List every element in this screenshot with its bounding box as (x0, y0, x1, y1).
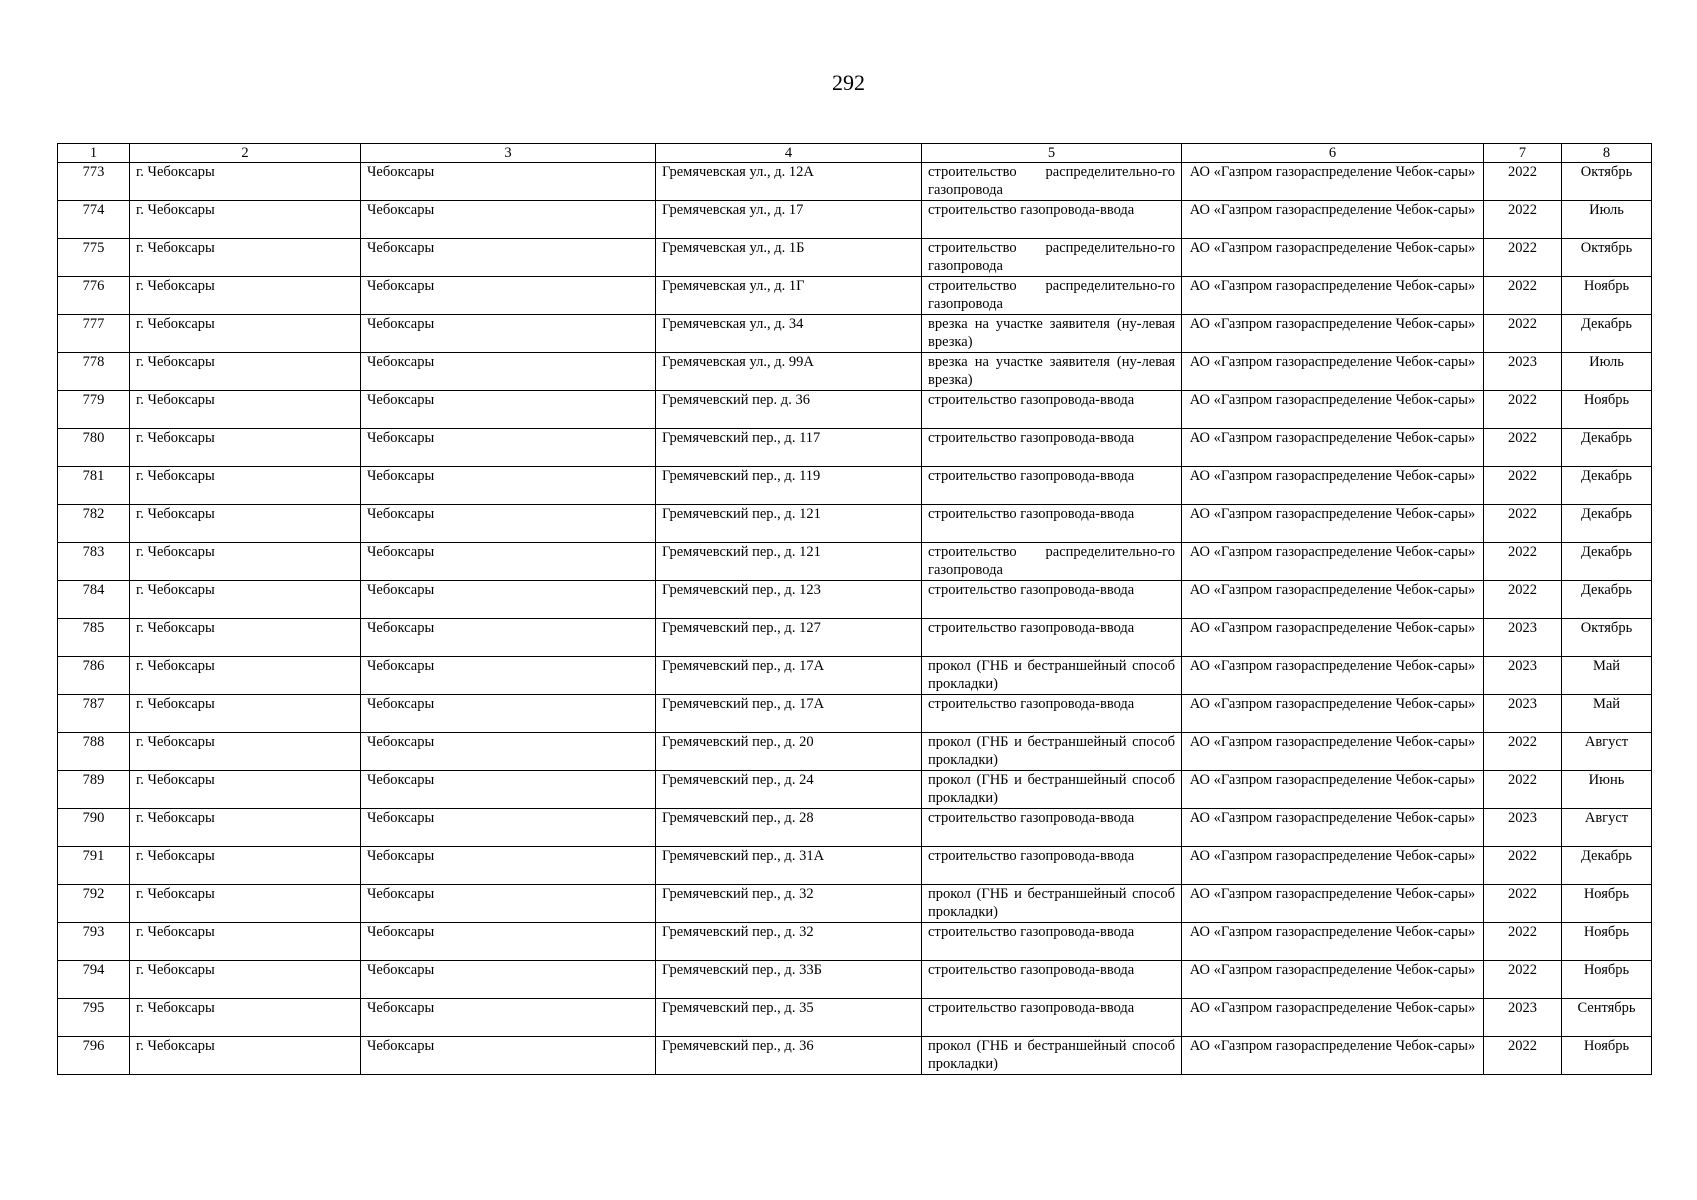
work-type-cell: строительство газопровода-ввода (922, 695, 1182, 733)
table-row (58, 163, 1652, 201)
city-cell: г. Чебоксары (130, 391, 361, 429)
month-cell: Май (1562, 695, 1652, 733)
city-cell: г. Чебоксары (130, 771, 361, 809)
city-cell: г. Чебоксары (130, 201, 361, 239)
row-number: 792 (58, 885, 130, 923)
table-row (58, 391, 1652, 429)
locality-cell: Чебоксары (361, 163, 656, 201)
year-cell: 2023 (1484, 657, 1562, 695)
organization-cell: АО «Газпром газораспределение Чебок-сары» (1182, 467, 1484, 505)
work-type-cell: строительство распределительно-го газопровода (922, 163, 1182, 201)
address-cell: Гремячевский пер., д. 32 (656, 885, 922, 923)
month-cell: Декабрь (1562, 467, 1652, 505)
address-cell: Гремячевский пер., д. 119 (656, 467, 922, 505)
address-cell: Гремячевский пер. д. 36 (656, 391, 922, 429)
city-cell: г. Чебоксары (130, 619, 361, 657)
month-cell: Декабрь (1562, 581, 1652, 619)
city-cell: г. Чебоксары (130, 429, 361, 467)
organization-cell: АО «Газпром газораспределение Чебок-сары» (1182, 885, 1484, 923)
address-cell: Гремячевский пер., д. 28 (656, 809, 922, 847)
work-type-cell: строительство газопровода-ввода (922, 961, 1182, 999)
organization-cell: АО «Газпром газораспределение Чебок-сары» (1182, 277, 1484, 315)
column-header: 8 (1562, 144, 1652, 163)
work-type-cell: прокол (ГНБ и бестраншейный способ прокладки) (922, 733, 1182, 771)
table-row (58, 429, 1652, 467)
locality-cell: Чебоксары (361, 239, 656, 277)
month-cell: Ноябрь (1562, 1037, 1652, 1075)
address-cell: Гремячевская ул., д. 17 (656, 201, 922, 239)
row-number: 786 (58, 657, 130, 695)
row-number: 782 (58, 505, 130, 543)
locality-cell: Чебоксары (361, 1037, 656, 1075)
work-type-cell: строительство газопровода-ввода (922, 505, 1182, 543)
city-cell: г. Чебоксары (130, 543, 361, 581)
organization-cell: АО «Газпром газораспределение Чебок-сары» (1182, 391, 1484, 429)
row-number: 793 (58, 923, 130, 961)
year-cell: 2022 (1484, 467, 1562, 505)
organization-cell: АО «Газпром газораспределение Чебок-сары» (1182, 809, 1484, 847)
year-cell: 2022 (1484, 277, 1562, 315)
month-cell: Июль (1562, 201, 1652, 239)
table-body (58, 163, 1652, 1075)
column-header: 1 (58, 144, 130, 163)
table-row (58, 619, 1652, 657)
city-cell: г. Чебоксары (130, 961, 361, 999)
year-cell: 2023 (1484, 353, 1562, 391)
work-type-cell: врезка на участке заявителя (ну-левая врезка) (922, 353, 1182, 391)
city-cell: г. Чебоксары (130, 999, 361, 1037)
locality-cell: Чебоксары (361, 201, 656, 239)
year-cell: 2022 (1484, 201, 1562, 239)
organization-cell: АО «Газпром газораспределение Чебок-сары» (1182, 695, 1484, 733)
column-header: 6 (1182, 144, 1484, 163)
locality-cell: Чебоксары (361, 467, 656, 505)
row-number: 791 (58, 847, 130, 885)
organization-cell: АО «Газпром газораспределение Чебок-сары» (1182, 961, 1484, 999)
row-number: 788 (58, 733, 130, 771)
address-cell: Гремячевский пер., д. 33Б (656, 961, 922, 999)
address-cell: Гремячевский пер., д. 121 (656, 505, 922, 543)
organization-cell: АО «Газпром газораспределение Чебок-сары» (1182, 315, 1484, 353)
row-number: 780 (58, 429, 130, 467)
city-cell: г. Чебоксары (130, 581, 361, 619)
work-type-cell: строительство газопровода-ввода (922, 201, 1182, 239)
table-row (58, 353, 1652, 391)
month-cell: Декабрь (1562, 505, 1652, 543)
row-number: 785 (58, 619, 130, 657)
work-type-cell: строительство распределительно-го газопровода (922, 543, 1182, 581)
year-cell: 2022 (1484, 239, 1562, 277)
month-cell: Август (1562, 733, 1652, 771)
row-number: 778 (58, 353, 130, 391)
organization-cell: АО «Газпром газораспределение Чебок-сары» (1182, 1037, 1484, 1075)
city-cell: г. Чебоксары (130, 467, 361, 505)
city-cell: г. Чебоксары (130, 1037, 361, 1075)
year-cell: 2022 (1484, 1037, 1562, 1075)
year-cell: 2022 (1484, 923, 1562, 961)
city-cell: г. Чебоксары (130, 163, 361, 201)
organization-cell: АО «Газпром газораспределение Чебок-сары» (1182, 733, 1484, 771)
locality-cell: Чебоксары (361, 771, 656, 809)
address-cell: Гремячевский пер., д. 127 (656, 619, 922, 657)
city-cell: г. Чебоксары (130, 847, 361, 885)
month-cell: Ноябрь (1562, 885, 1652, 923)
work-type-cell: строительство газопровода-ввода (922, 391, 1182, 429)
locality-cell: Чебоксары (361, 885, 656, 923)
address-cell: Гремячевский пер., д. 36 (656, 1037, 922, 1075)
locality-cell: Чебоксары (361, 847, 656, 885)
locality-cell: Чебоксары (361, 429, 656, 467)
year-cell: 2023 (1484, 809, 1562, 847)
year-cell: 2022 (1484, 961, 1562, 999)
row-number: 777 (58, 315, 130, 353)
row-number: 783 (58, 543, 130, 581)
address-cell: Гремячевский пер., д. 117 (656, 429, 922, 467)
organization-cell: АО «Газпром газораспределение Чебок-сары» (1182, 771, 1484, 809)
work-type-cell: прокол (ГНБ и бестраншейный способ прокладки) (922, 771, 1182, 809)
table-row (58, 923, 1652, 961)
row-number: 781 (58, 467, 130, 505)
table-row (58, 277, 1652, 315)
table-row (58, 315, 1652, 353)
month-cell: Октябрь (1562, 239, 1652, 277)
table-row (58, 657, 1652, 695)
work-type-cell: строительство распределительно-го газопровода (922, 277, 1182, 315)
column-header: 4 (656, 144, 922, 163)
page-number: 292 (832, 70, 865, 95)
organization-cell: АО «Газпром газораспределение Чебок-сары» (1182, 657, 1484, 695)
month-cell: Декабрь (1562, 847, 1652, 885)
address-cell: Гремячевский пер., д. 123 (656, 581, 922, 619)
year-cell: 2022 (1484, 315, 1562, 353)
organization-cell: АО «Газпром газораспределение Чебок-сары» (1182, 505, 1484, 543)
city-cell: г. Чебоксары (130, 239, 361, 277)
month-cell: Май (1562, 657, 1652, 695)
month-cell: Октябрь (1562, 163, 1652, 201)
year-cell: 2023 (1484, 695, 1562, 733)
year-cell: 2023 (1484, 619, 1562, 657)
work-type-cell: строительство газопровода-ввода (922, 429, 1182, 467)
row-number: 794 (58, 961, 130, 999)
month-cell: Ноябрь (1562, 391, 1652, 429)
year-cell: 2022 (1484, 163, 1562, 201)
column-header: 5 (922, 144, 1182, 163)
address-cell: Гремячевский пер., д. 24 (656, 771, 922, 809)
table-row (58, 505, 1652, 543)
row-number: 773 (58, 163, 130, 201)
work-type-cell: строительство газопровода-ввода (922, 809, 1182, 847)
year-cell: 2022 (1484, 391, 1562, 429)
locality-cell: Чебоксары (361, 505, 656, 543)
column-header: 2 (130, 144, 361, 163)
organization-cell: АО «Газпром газораспределение Чебок-сары» (1182, 543, 1484, 581)
table-row (58, 771, 1652, 809)
row-number: 790 (58, 809, 130, 847)
address-cell: Гремячевская ул., д. 1Г (656, 277, 922, 315)
locality-cell: Чебоксары (361, 581, 656, 619)
table-row (58, 581, 1652, 619)
organization-cell: АО «Газпром газораспределение Чебок-сары» (1182, 923, 1484, 961)
month-cell: Ноябрь (1562, 923, 1652, 961)
month-cell: Июнь (1562, 771, 1652, 809)
locality-cell: Чебоксары (361, 315, 656, 353)
city-cell: г. Чебоксары (130, 809, 361, 847)
work-type-cell: строительство газопровода-ввода (922, 467, 1182, 505)
table-row (58, 961, 1652, 999)
address-cell: Гремячевский пер., д. 17А (656, 657, 922, 695)
work-type-cell: строительство газопровода-ввода (922, 581, 1182, 619)
row-number: 774 (58, 201, 130, 239)
table-row (58, 467, 1652, 505)
work-type-cell: строительство газопровода-ввода (922, 619, 1182, 657)
address-cell: Гремячевский пер., д. 35 (656, 999, 922, 1037)
table-row (58, 201, 1652, 239)
year-cell: 2022 (1484, 505, 1562, 543)
locality-cell: Чебоксары (361, 543, 656, 581)
work-type-cell: строительство газопровода-ввода (922, 923, 1182, 961)
table-row (58, 885, 1652, 923)
row-number: 776 (58, 277, 130, 315)
locality-cell: Чебоксары (361, 923, 656, 961)
city-cell: г. Чебоксары (130, 733, 361, 771)
gasification-table (57, 143, 1652, 1075)
city-cell: г. Чебоксары (130, 277, 361, 315)
address-cell: Гремячевский пер., д. 31А (656, 847, 922, 885)
locality-cell: Чебоксары (361, 277, 656, 315)
organization-cell: АО «Газпром газораспределение Чебок-сары» (1182, 163, 1484, 201)
row-number: 789 (58, 771, 130, 809)
organization-cell: АО «Газпром газораспределение Чебок-сары» (1182, 353, 1484, 391)
month-cell: Декабрь (1562, 315, 1652, 353)
work-type-cell: прокол (ГНБ и бестраншейный способ прокладки) (922, 885, 1182, 923)
year-cell: 2022 (1484, 847, 1562, 885)
month-cell: Декабрь (1562, 429, 1652, 467)
year-cell: 2022 (1484, 543, 1562, 581)
address-cell: Гремячевский пер., д. 121 (656, 543, 922, 581)
address-cell: Гремячевский пер., д. 17А (656, 695, 922, 733)
table-row (58, 239, 1652, 277)
work-type-cell: строительство распределительно-го газопровода (922, 239, 1182, 277)
locality-cell: Чебоксары (361, 961, 656, 999)
table-row (58, 1037, 1652, 1075)
month-cell: Август (1562, 809, 1652, 847)
table-row (58, 999, 1652, 1037)
year-cell: 2022 (1484, 885, 1562, 923)
year-cell: 2022 (1484, 733, 1562, 771)
organization-cell: АО «Газпром газораспределение Чебок-сары» (1182, 201, 1484, 239)
city-cell: г. Чебоксары (130, 657, 361, 695)
row-number: 796 (58, 1037, 130, 1075)
locality-cell: Чебоксары (361, 999, 656, 1037)
table-row (58, 543, 1652, 581)
address-cell: Гремячевская ул., д. 99А (656, 353, 922, 391)
address-cell: Гремячевская ул., д. 1Б (656, 239, 922, 277)
table-row (58, 695, 1652, 733)
year-cell: 2022 (1484, 581, 1562, 619)
month-cell: Сентябрь (1562, 999, 1652, 1037)
year-cell: 2023 (1484, 999, 1562, 1037)
column-header: 7 (1484, 144, 1562, 163)
column-number-row (58, 144, 1652, 163)
month-cell: Ноябрь (1562, 961, 1652, 999)
year-cell: 2022 (1484, 429, 1562, 467)
row-number: 784 (58, 581, 130, 619)
city-cell: г. Чебоксары (130, 353, 361, 391)
address-cell: Гремячевская ул., д. 34 (656, 315, 922, 353)
work-type-cell: строительство газопровода-ввода (922, 999, 1182, 1037)
locality-cell: Чебоксары (361, 809, 656, 847)
organization-cell: АО «Газпром газораспределение Чебок-сары» (1182, 429, 1484, 467)
locality-cell: Чебоксары (361, 353, 656, 391)
organization-cell: АО «Газпром газораспределение Чебок-сары» (1182, 999, 1484, 1037)
city-cell: г. Чебоксары (130, 505, 361, 543)
table-row (58, 847, 1652, 885)
table-row (58, 809, 1652, 847)
city-cell: г. Чебоксары (130, 695, 361, 733)
year-cell: 2022 (1484, 771, 1562, 809)
month-cell: Декабрь (1562, 543, 1652, 581)
work-type-cell: прокол (ГНБ и бестраншейный способ прокладки) (922, 657, 1182, 695)
organization-cell: АО «Газпром газораспределение Чебок-сары» (1182, 619, 1484, 657)
city-cell: г. Чебоксары (130, 315, 361, 353)
locality-cell: Чебоксары (361, 391, 656, 429)
column-header: 3 (361, 144, 656, 163)
work-type-cell: врезка на участке заявителя (ну-левая врезка) (922, 315, 1182, 353)
organization-cell: АО «Газпром газораспределение Чебок-сары» (1182, 581, 1484, 619)
address-cell: Гремячевская ул., д. 12А (656, 163, 922, 201)
row-number: 795 (58, 999, 130, 1037)
work-type-cell: прокол (ГНБ и бестраншейный способ прокладки) (922, 1037, 1182, 1075)
address-cell: Гремячевский пер., д. 32 (656, 923, 922, 961)
address-cell: Гремячевский пер., д. 20 (656, 733, 922, 771)
month-cell: Октябрь (1562, 619, 1652, 657)
city-cell: г. Чебоксары (130, 885, 361, 923)
locality-cell: Чебоксары (361, 619, 656, 657)
locality-cell: Чебоксары (361, 733, 656, 771)
organization-cell: АО «Газпром газораспределение Чебок-сары» (1182, 239, 1484, 277)
table-row (58, 733, 1652, 771)
locality-cell: Чебоксары (361, 657, 656, 695)
row-number: 779 (58, 391, 130, 429)
month-cell: Ноябрь (1562, 277, 1652, 315)
locality-cell: Чебоксары (361, 695, 656, 733)
month-cell: Июль (1562, 353, 1652, 391)
row-number: 775 (58, 239, 130, 277)
row-number: 787 (58, 695, 130, 733)
work-type-cell: строительство газопровода-ввода (922, 847, 1182, 885)
city-cell: г. Чебоксары (130, 923, 361, 961)
organization-cell: АО «Газпром газораспределение Чебок-сары» (1182, 847, 1484, 885)
